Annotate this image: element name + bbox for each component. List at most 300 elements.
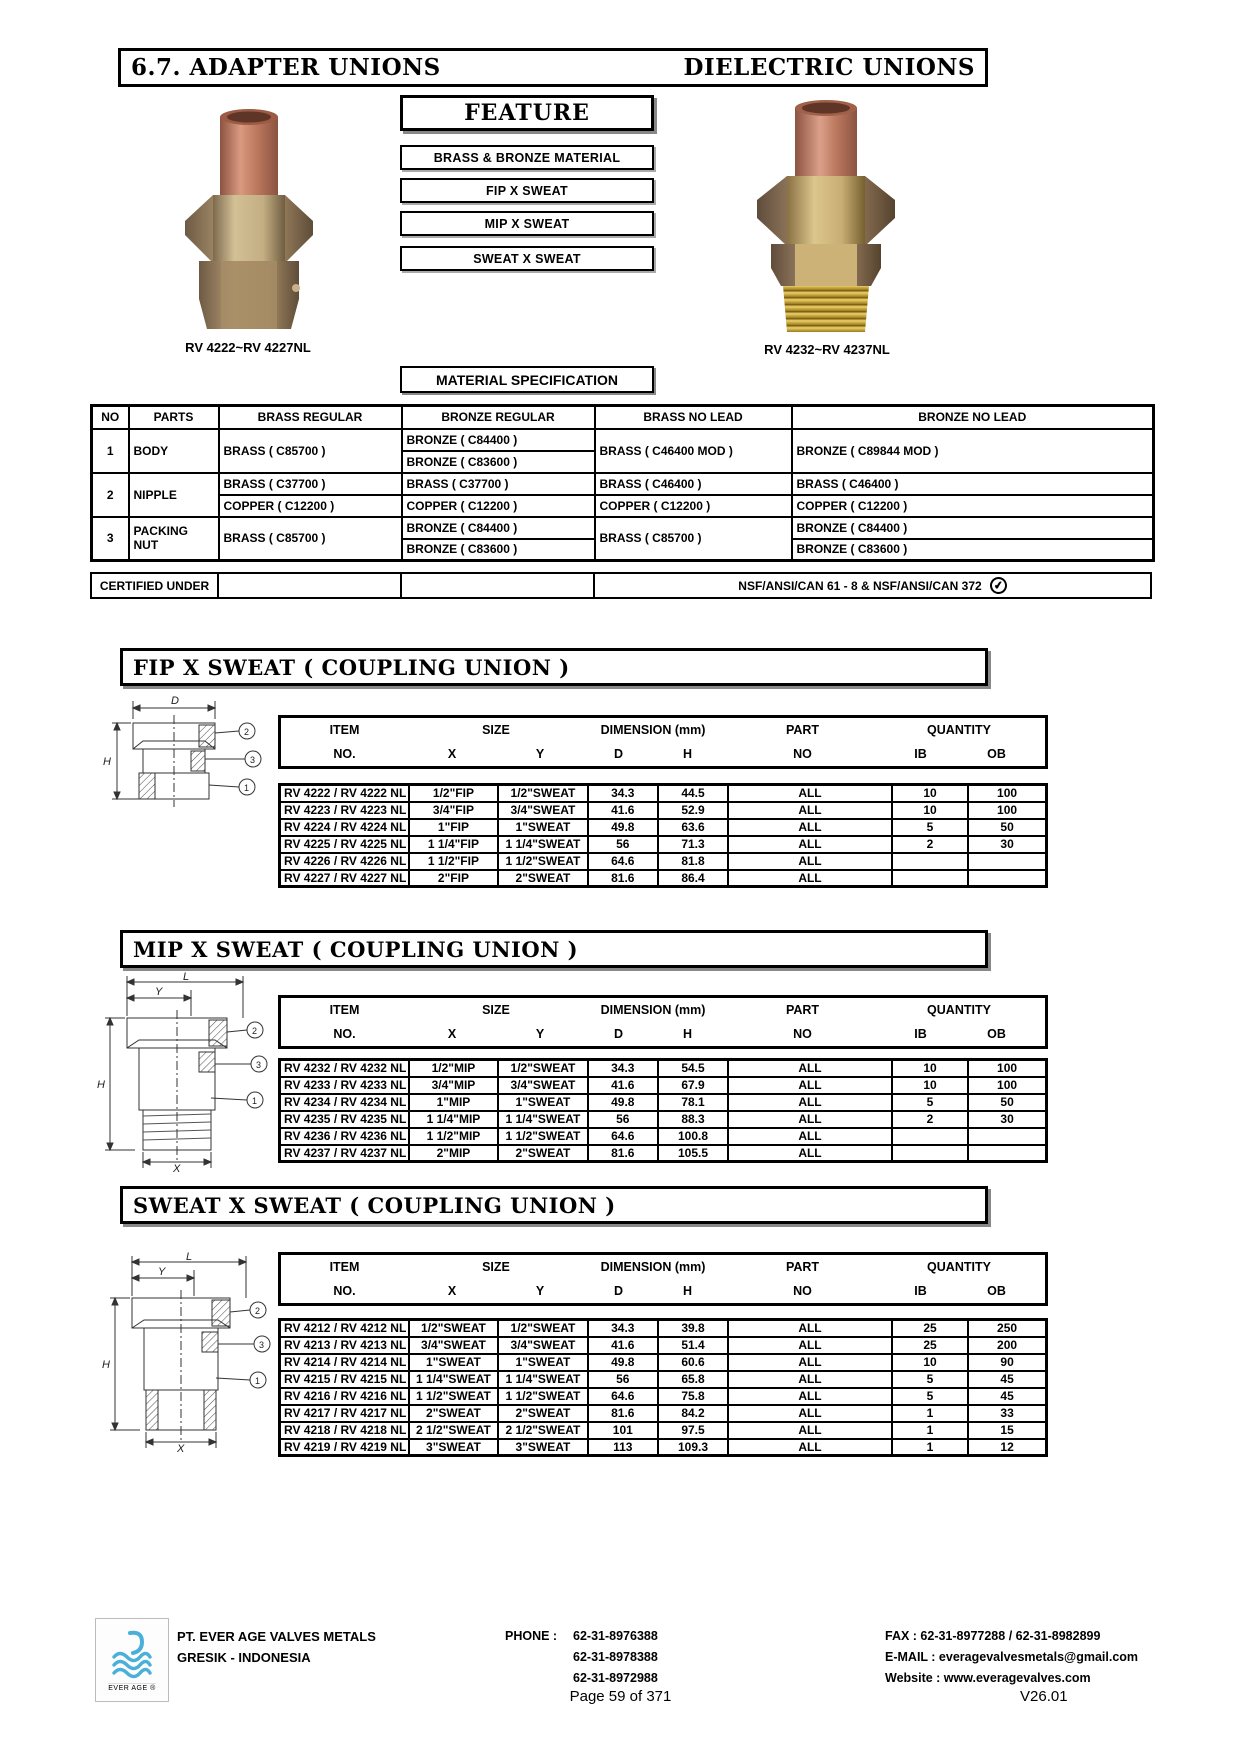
cell-dim-h: 54.5 bbox=[658, 1060, 728, 1077]
cell-dim-h: 100.8 bbox=[658, 1128, 728, 1145]
cell-size-x: 1 1/2"FIP bbox=[409, 853, 499, 870]
th-dimension: DIMENSION (mm) bbox=[600, 723, 706, 737]
th-x: X bbox=[447, 1284, 457, 1298]
cell-dim-d: 64.6 bbox=[588, 853, 658, 870]
th-ib: IB bbox=[914, 747, 927, 761]
cell-dim-h: 51.4 bbox=[658, 1337, 728, 1354]
cell-qty-ib: 10 bbox=[892, 1354, 968, 1371]
cell-qty-ib: 1 bbox=[892, 1422, 968, 1439]
mip-dim-label-y: Y bbox=[155, 986, 163, 998]
th-no: NO. bbox=[333, 1284, 356, 1298]
cell-item-no: RV 4236 / RV 4236 NL bbox=[280, 1128, 409, 1145]
cell-qty-ib: 5 bbox=[892, 1371, 968, 1388]
phone-label-spacer bbox=[505, 1647, 567, 1668]
col-no: NO bbox=[92, 406, 129, 429]
cell-qty-ib bbox=[892, 1128, 968, 1145]
th-size: SIZE bbox=[482, 723, 510, 737]
th-quantity: QUANTITY bbox=[927, 1260, 991, 1274]
table-row bbox=[280, 1388, 1047, 1405]
spec-cell: 2 bbox=[92, 473, 129, 517]
spec-cell: BRONZE ( C83600 ) bbox=[402, 451, 595, 473]
cell-qty-ib: 5 bbox=[892, 819, 968, 836]
spec-cell: BRASS ( C37700 ) bbox=[219, 473, 402, 495]
cell-dim-h: 105.5 bbox=[658, 1145, 728, 1162]
th-size: SIZE bbox=[482, 1003, 510, 1017]
cell-size-x: 1"FIP bbox=[409, 819, 499, 836]
spec-cell: BRONZE ( C89844 MOD ) bbox=[792, 429, 1154, 473]
cell-item-no: RV 4217 / RV 4217 NL bbox=[280, 1405, 409, 1422]
cell-item-no: RV 4213 / RV 4213 NL bbox=[280, 1337, 409, 1354]
cell-item-no: RV 4218 / RV 4218 NL bbox=[280, 1422, 409, 1439]
cell-size-x: 1 1/2"SWEAT bbox=[409, 1388, 499, 1405]
table-row bbox=[280, 1337, 1047, 1354]
cell-part-no: ALL bbox=[728, 785, 892, 802]
th-dimension: DIMENSION (mm) bbox=[600, 1003, 706, 1017]
mip-table bbox=[278, 1058, 1048, 1163]
cell-size-x: 1/2"FIP bbox=[409, 785, 499, 802]
cell-qty-ib: 10 bbox=[892, 785, 968, 802]
cell-qty-ob: 15 bbox=[968, 1422, 1046, 1439]
cell-size-x: 1 1/4"MIP bbox=[409, 1111, 499, 1128]
table-row bbox=[280, 1077, 1047, 1094]
product-caption-left: RV 4222~RV 4227NL bbox=[185, 340, 311, 355]
fip-callout-1: 1 bbox=[244, 783, 250, 793]
contact-block bbox=[885, 1626, 1138, 1689]
cell-part-no: ALL bbox=[728, 1371, 892, 1388]
spec-cell: BRASS ( C85700 ) bbox=[219, 429, 402, 473]
cell-item-no: RV 4219 / RV 4219 NL bbox=[280, 1439, 409, 1456]
certified-cell-empty-1 bbox=[219, 574, 402, 597]
company-name: PT. EVER AGE VALVES METALS bbox=[177, 1629, 376, 1644]
cell-size-x: 2"FIP bbox=[409, 870, 499, 887]
sweat-table-header bbox=[278, 1252, 1048, 1306]
cell-part-no: ALL bbox=[728, 1354, 892, 1371]
cell-dim-h: 84.2 bbox=[658, 1405, 728, 1422]
cell-part-no: ALL bbox=[728, 1422, 892, 1439]
spec-header-row bbox=[92, 406, 1154, 429]
cell-qty-ib bbox=[892, 870, 968, 887]
table-row bbox=[280, 785, 1047, 802]
cell-qty-ib: 1 bbox=[892, 1405, 968, 1422]
cell-part-no: ALL bbox=[728, 1128, 892, 1145]
th-dimension: DIMENSION (mm) bbox=[600, 1260, 706, 1274]
cell-item-no: RV 4234 / RV 4234 NL bbox=[280, 1094, 409, 1111]
cell-dim-d: 56 bbox=[588, 836, 658, 853]
product-caption-right: RV 4232~RV 4237NL bbox=[764, 342, 890, 357]
cell-qty-ib: 5 bbox=[892, 1094, 968, 1111]
cell-qty-ib: 10 bbox=[892, 802, 968, 819]
mip-dim-label-h: H bbox=[97, 1079, 105, 1091]
cell-size-x: 2"SWEAT bbox=[409, 1405, 499, 1422]
cell-part-no: ALL bbox=[728, 1405, 892, 1422]
th-ob: OB bbox=[987, 1027, 1006, 1041]
cell-part-no: ALL bbox=[728, 836, 892, 853]
th-h: H bbox=[682, 1027, 693, 1041]
cell-qty-ob: 30 bbox=[968, 836, 1046, 853]
cell-part-no: ALL bbox=[728, 1111, 892, 1128]
spec-cell: BRONZE ( C83600 ) bbox=[792, 539, 1154, 561]
cell-dim-d: 56 bbox=[588, 1111, 658, 1128]
sweat-callout-2: 2 bbox=[255, 1306, 261, 1316]
cell-item-no: RV 4212 / RV 4212 NL bbox=[280, 1320, 409, 1337]
table-row bbox=[280, 836, 1047, 853]
th-part: PART bbox=[785, 723, 820, 737]
th-item: ITEM bbox=[329, 1003, 360, 1017]
cell-part-no: ALL bbox=[728, 802, 892, 819]
cell-size-y: 1"SWEAT bbox=[498, 1094, 588, 1111]
cell-qty-ob: 200 bbox=[968, 1337, 1046, 1354]
cell-item-no: RV 4214 / RV 4214 NL bbox=[280, 1354, 409, 1371]
spec-cell: COPPER ( C12200 ) bbox=[595, 495, 792, 517]
spec-cell: BRASS ( C46400 ) bbox=[595, 473, 792, 495]
cell-size-y: 1 1/2"SWEAT bbox=[498, 1388, 588, 1405]
table-row bbox=[280, 1145, 1047, 1162]
cell-dim-d: 56 bbox=[588, 1371, 658, 1388]
spec-cell: BRASS ( C85700 ) bbox=[595, 517, 792, 561]
mip-callout-1: 1 bbox=[252, 1096, 258, 1106]
cell-part-no: ALL bbox=[728, 1439, 892, 1456]
cell-size-y: 3/4"SWEAT bbox=[498, 802, 588, 819]
table-row bbox=[280, 1439, 1047, 1456]
cell-dim-d: 34.3 bbox=[588, 1320, 658, 1337]
cell-qty-ob bbox=[968, 853, 1046, 870]
sweat-dim-label-h: H bbox=[102, 1359, 110, 1371]
phone-label-spacer bbox=[505, 1668, 567, 1689]
cell-qty-ob: 50 bbox=[968, 1094, 1046, 1111]
th-y: Y bbox=[535, 1284, 545, 1298]
cell-qty-ib: 25 bbox=[892, 1320, 968, 1337]
th-part: PART bbox=[785, 1003, 820, 1017]
th-y: Y bbox=[535, 1027, 545, 1041]
spec-row-packing-nut bbox=[92, 517, 1154, 539]
table-row bbox=[280, 1320, 1047, 1337]
cell-size-y: 1"SWEAT bbox=[498, 1354, 588, 1371]
cell-dim-h: 52.9 bbox=[658, 802, 728, 819]
table-row bbox=[280, 1422, 1047, 1439]
cell-qty-ib bbox=[892, 853, 968, 870]
company-city: GRESIK - INDONESIA bbox=[177, 1650, 311, 1665]
cell-size-y: 3/4"SWEAT bbox=[498, 1337, 588, 1354]
cell-dim-d: 64.6 bbox=[588, 1128, 658, 1145]
cell-item-no: RV 4235 / RV 4235 NL bbox=[280, 1111, 409, 1128]
cell-size-y: 1/2"SWEAT bbox=[498, 1060, 588, 1077]
cell-dim-h: 97.5 bbox=[658, 1422, 728, 1439]
col-parts: PARTS bbox=[129, 406, 219, 429]
th-no: NO. bbox=[333, 747, 356, 761]
cell-dim-h: 63.6 bbox=[658, 819, 728, 836]
th-item: ITEM bbox=[329, 1260, 360, 1274]
certified-under-row bbox=[90, 572, 1152, 599]
cell-size-y: 2"SWEAT bbox=[498, 870, 588, 887]
th-h: H bbox=[682, 1284, 693, 1298]
cell-dim-h: 86.4 bbox=[658, 870, 728, 887]
cell-item-no: RV 4226 / RV 4226 NL bbox=[280, 853, 409, 870]
cell-dim-d: 49.8 bbox=[588, 819, 658, 836]
spec-cell: BRASS ( C37700 ) bbox=[402, 473, 595, 495]
fax-line: FAX : 62-31-8977288 / 62-31-8982899 bbox=[885, 1629, 1101, 1643]
sweat-diagram bbox=[100, 1252, 278, 1452]
cell-item-no: RV 4224 / RV 4224 NL bbox=[280, 819, 409, 836]
spec-row-nipple bbox=[92, 473, 1154, 495]
spec-cell: BRONZE ( C84400 ) bbox=[402, 429, 595, 451]
col-brass-no-lead: BRASS NO LEAD bbox=[595, 406, 792, 429]
cell-part-no: ALL bbox=[728, 1094, 892, 1111]
cell-qty-ob: 50 bbox=[968, 819, 1046, 836]
cell-dim-d: 41.6 bbox=[588, 802, 658, 819]
spec-cell: BRONZE ( C84400 ) bbox=[792, 517, 1154, 539]
email-line: E-MAIL : everagevalvesmetals@gmail.com bbox=[885, 1650, 1139, 1664]
product-photo-fip-union bbox=[163, 103, 333, 338]
cell-dim-h: 44.5 bbox=[658, 785, 728, 802]
spec-cell: BRONZE ( C84400 ) bbox=[402, 517, 595, 539]
spec-row-body bbox=[92, 429, 1154, 451]
cell-size-x: 1 1/4"SWEAT bbox=[409, 1371, 499, 1388]
sweat-dim-label-y: Y bbox=[158, 1266, 166, 1278]
cell-dim-h: 78.1 bbox=[658, 1094, 728, 1111]
cell-qty-ob: 100 bbox=[968, 1060, 1046, 1077]
cell-size-x: 3"SWEAT bbox=[409, 1439, 499, 1456]
cell-dim-d: 41.6 bbox=[588, 1077, 658, 1094]
spec-cell: COPPER ( C12200 ) bbox=[219, 495, 402, 517]
spec-row-nipple-2 bbox=[92, 495, 1154, 517]
cell-dim-h: 71.3 bbox=[658, 836, 728, 853]
th-ob: OB bbox=[987, 747, 1006, 761]
cell-part-no: ALL bbox=[728, 1388, 892, 1405]
spec-cell: NIPPLE bbox=[129, 473, 219, 517]
section-number-title: 6.7. ADAPTER UNIONS bbox=[131, 54, 441, 81]
th-part-no: NO bbox=[793, 1027, 812, 1041]
cell-dim-h: 81.8 bbox=[658, 853, 728, 870]
cell-dim-d: 34.3 bbox=[588, 1060, 658, 1077]
mip-table-header bbox=[278, 995, 1048, 1049]
cell-qty-ib: 25 bbox=[892, 1337, 968, 1354]
fip-table-header bbox=[278, 715, 1048, 769]
fip-table bbox=[278, 783, 1048, 888]
th-part: PART bbox=[785, 1260, 820, 1274]
table-row bbox=[280, 1094, 1047, 1111]
cell-dim-d: 41.6 bbox=[588, 1337, 658, 1354]
certified-check-icon: ✔ bbox=[989, 576, 1008, 595]
cell-dim-h: 75.8 bbox=[658, 1388, 728, 1405]
spec-cell: COPPER ( C12200 ) bbox=[792, 495, 1154, 517]
cell-size-x: 1"SWEAT bbox=[409, 1354, 499, 1371]
th-y: Y bbox=[535, 747, 545, 761]
cell-size-y: 1/2"SWEAT bbox=[498, 1320, 588, 1337]
cell-qty-ob: 45 bbox=[968, 1371, 1046, 1388]
th-part-no: NO bbox=[793, 747, 812, 761]
table-row bbox=[280, 1371, 1047, 1388]
table-row bbox=[280, 870, 1047, 887]
cell-item-no: RV 4223 / RV 4223 NL bbox=[280, 802, 409, 819]
cell-size-x: 1 1/4"FIP bbox=[409, 836, 499, 853]
th-h: H bbox=[682, 747, 693, 761]
cell-part-no: ALL bbox=[728, 1077, 892, 1094]
fip-diagram bbox=[95, 695, 273, 823]
material-spec-title-box: MATERIAL SPECIFICATION bbox=[400, 366, 654, 393]
th-x: X bbox=[447, 747, 457, 761]
cell-size-x: 1/2"MIP bbox=[409, 1060, 499, 1077]
cell-qty-ob bbox=[968, 1128, 1046, 1145]
cell-dim-d: 64.6 bbox=[588, 1388, 658, 1405]
spec-cell: BRASS ( C46400 ) bbox=[792, 473, 1154, 495]
th-d: D bbox=[613, 747, 624, 761]
feature-item-mip: MIP X SWEAT bbox=[400, 211, 654, 236]
sweat-callout-1: 1 bbox=[255, 1376, 261, 1386]
col-bronze-no-lead: BRONZE NO LEAD bbox=[792, 406, 1154, 429]
table-row bbox=[280, 1128, 1047, 1145]
cell-dim-d: 81.6 bbox=[588, 1405, 658, 1422]
page-header-bar bbox=[118, 48, 988, 87]
phone-number-3: 62-31-8972988 bbox=[573, 1671, 658, 1685]
cell-qty-ib: 2 bbox=[892, 836, 968, 853]
cell-dim-d: 49.8 bbox=[588, 1094, 658, 1111]
table-row bbox=[280, 819, 1047, 836]
th-quantity: QUANTITY bbox=[927, 723, 991, 737]
table-row bbox=[280, 1354, 1047, 1371]
website-line: Website : www.everagevalves.com bbox=[885, 1671, 1091, 1685]
sweat-dim-label-x: X bbox=[177, 1443, 185, 1452]
cell-size-x: 3/4"MIP bbox=[409, 1077, 499, 1094]
cell-size-y: 1"SWEAT bbox=[498, 819, 588, 836]
cell-dim-h: 67.9 bbox=[658, 1077, 728, 1094]
cell-qty-ob: 45 bbox=[968, 1388, 1046, 1405]
certified-standards-text: NSF/ANSI/CAN 61 - 8 & NSF/ANSI/CAN 372 bbox=[738, 578, 982, 593]
fip-dim-label-d: D bbox=[171, 695, 179, 707]
cell-size-x: 1 1/2"MIP bbox=[409, 1128, 499, 1145]
cell-size-x: 2"MIP bbox=[409, 1145, 499, 1162]
cell-qty-ib: 2 bbox=[892, 1111, 968, 1128]
th-part-no: NO bbox=[793, 1284, 812, 1298]
cell-qty-ob: 12 bbox=[968, 1439, 1046, 1456]
phone-block bbox=[505, 1626, 658, 1689]
fip-callout-3: 3 bbox=[250, 755, 256, 765]
cell-size-x: 1"MIP bbox=[409, 1094, 499, 1111]
section-title-mip: MIP X SWEAT ( COUPLING UNION ) bbox=[120, 930, 988, 968]
cell-part-no: ALL bbox=[728, 1145, 892, 1162]
cell-item-no: RV 4215 / RV 4215 NL bbox=[280, 1371, 409, 1388]
cell-item-no: RV 4222 / RV 4222 NL bbox=[280, 785, 409, 802]
spec-cell: PACKING NUT bbox=[129, 517, 219, 561]
th-d: D bbox=[613, 1027, 624, 1041]
table-row bbox=[280, 1111, 1047, 1128]
spec-cell: 3 bbox=[92, 517, 129, 561]
cell-size-y: 2 1/2"SWEAT bbox=[498, 1422, 588, 1439]
cell-qty-ob bbox=[968, 870, 1046, 887]
cell-qty-ob: 100 bbox=[968, 785, 1046, 802]
table-row bbox=[280, 853, 1047, 870]
spec-cell: BODY bbox=[129, 429, 219, 473]
section-title-fip: FIP X SWEAT ( COUPLING UNION ) bbox=[120, 648, 988, 686]
cell-qty-ob: 250 bbox=[968, 1320, 1046, 1337]
sweat-table bbox=[278, 1318, 1048, 1457]
phone-number-1: 62-31-8976388 bbox=[573, 1629, 658, 1643]
spec-cell: COPPER ( C12200 ) bbox=[402, 495, 595, 517]
cell-qty-ib: 10 bbox=[892, 1060, 968, 1077]
cell-item-no: RV 4225 / RV 4225 NL bbox=[280, 836, 409, 853]
cell-qty-ob: 100 bbox=[968, 802, 1046, 819]
th-quantity: QUANTITY bbox=[927, 1003, 991, 1017]
section-title-sweat: SWEAT X SWEAT ( COUPLING UNION ) bbox=[120, 1186, 988, 1224]
certified-cell-empty-2 bbox=[402, 574, 595, 597]
cell-item-no: RV 4216 / RV 4216 NL bbox=[280, 1388, 409, 1405]
cell-size-y: 3"SWEAT bbox=[498, 1439, 588, 1456]
cell-qty-ib: 5 bbox=[892, 1388, 968, 1405]
cell-dim-h: 60.6 bbox=[658, 1354, 728, 1371]
cell-qty-ob: 33 bbox=[968, 1405, 1046, 1422]
cell-dim-d: 101 bbox=[588, 1422, 658, 1439]
cell-size-y: 1 1/4"SWEAT bbox=[498, 1371, 588, 1388]
th-ib: IB bbox=[914, 1284, 927, 1298]
th-d: D bbox=[613, 1284, 624, 1298]
cell-part-no: ALL bbox=[728, 853, 892, 870]
cell-part-no: ALL bbox=[728, 819, 892, 836]
cell-dim-d: 81.6 bbox=[588, 870, 658, 887]
cell-size-y: 1/2"SWEAT bbox=[498, 785, 588, 802]
cell-qty-ib: 10 bbox=[892, 1077, 968, 1094]
th-ob: OB bbox=[987, 1284, 1006, 1298]
cell-qty-ob: 100 bbox=[968, 1077, 1046, 1094]
product-photo-mip-union bbox=[743, 96, 911, 336]
spec-cell: BRONZE ( C83600 ) bbox=[402, 539, 595, 561]
table-row bbox=[280, 1060, 1047, 1077]
cell-size-x: 3/4"FIP bbox=[409, 802, 499, 819]
feature-title-box: FEATURE bbox=[400, 95, 654, 131]
feature-item-fip: FIP X SWEAT bbox=[400, 178, 654, 203]
cell-item-no: RV 4233 / RV 4233 NL bbox=[280, 1077, 409, 1094]
cell-part-no: ALL bbox=[728, 1320, 892, 1337]
mip-callout-2: 2 bbox=[252, 1026, 258, 1036]
certified-under-label: CERTIFIED UNDER bbox=[92, 574, 219, 597]
th-no: NO. bbox=[333, 1027, 356, 1041]
col-brass-regular: BRASS REGULAR bbox=[219, 406, 402, 429]
cell-dim-d: 113 bbox=[588, 1439, 658, 1456]
spec-cell: BRASS ( C85700 ) bbox=[219, 517, 402, 561]
cell-size-y: 2"SWEAT bbox=[498, 1405, 588, 1422]
cell-qty-ob: 30 bbox=[968, 1111, 1046, 1128]
feature-item-sweat: SWEAT X SWEAT bbox=[400, 246, 654, 271]
page-subtitle: DIELECTRIC UNIONS bbox=[683, 54, 975, 81]
cell-size-y: 1 1/2"SWEAT bbox=[498, 1128, 588, 1145]
cell-part-no: ALL bbox=[728, 870, 892, 887]
logo-wordmark: EVER AGE ® bbox=[108, 1684, 156, 1692]
cell-size-y: 1 1/2"SWEAT bbox=[498, 853, 588, 870]
cell-size-x: 2 1/2"SWEAT bbox=[409, 1422, 499, 1439]
th-item: ITEM bbox=[329, 723, 360, 737]
everage-swan-icon bbox=[108, 1629, 156, 1681]
cell-size-y: 2"SWEAT bbox=[498, 1145, 588, 1162]
th-size: SIZE bbox=[482, 1260, 510, 1274]
cell-size-x: 3/4"SWEAT bbox=[409, 1337, 499, 1354]
cell-qty-ob: 90 bbox=[968, 1354, 1046, 1371]
spec-cell: 1 bbox=[92, 429, 129, 473]
mip-dim-label-l: L bbox=[183, 972, 190, 983]
cell-dim-d: 49.8 bbox=[588, 1354, 658, 1371]
mip-callout-3: 3 bbox=[256, 1060, 262, 1070]
cell-item-no: RV 4237 / RV 4237 NL bbox=[280, 1145, 409, 1162]
cell-item-no: RV 4232 / RV 4232 NL bbox=[280, 1060, 409, 1077]
cell-qty-ob bbox=[968, 1145, 1046, 1162]
sweat-dim-label-l: L bbox=[186, 1252, 193, 1263]
cell-size-y: 1 1/4"SWEAT bbox=[498, 836, 588, 853]
cell-dim-h: 88.3 bbox=[658, 1111, 728, 1128]
table-row bbox=[280, 1405, 1047, 1422]
fip-callout-2: 2 bbox=[244, 727, 250, 737]
th-x: X bbox=[447, 1027, 457, 1041]
cell-dim-h: 109.3 bbox=[658, 1439, 728, 1456]
cell-qty-ib bbox=[892, 1145, 968, 1162]
certified-value-cell bbox=[595, 574, 1150, 597]
mip-dim-label-x: X bbox=[173, 1163, 181, 1172]
